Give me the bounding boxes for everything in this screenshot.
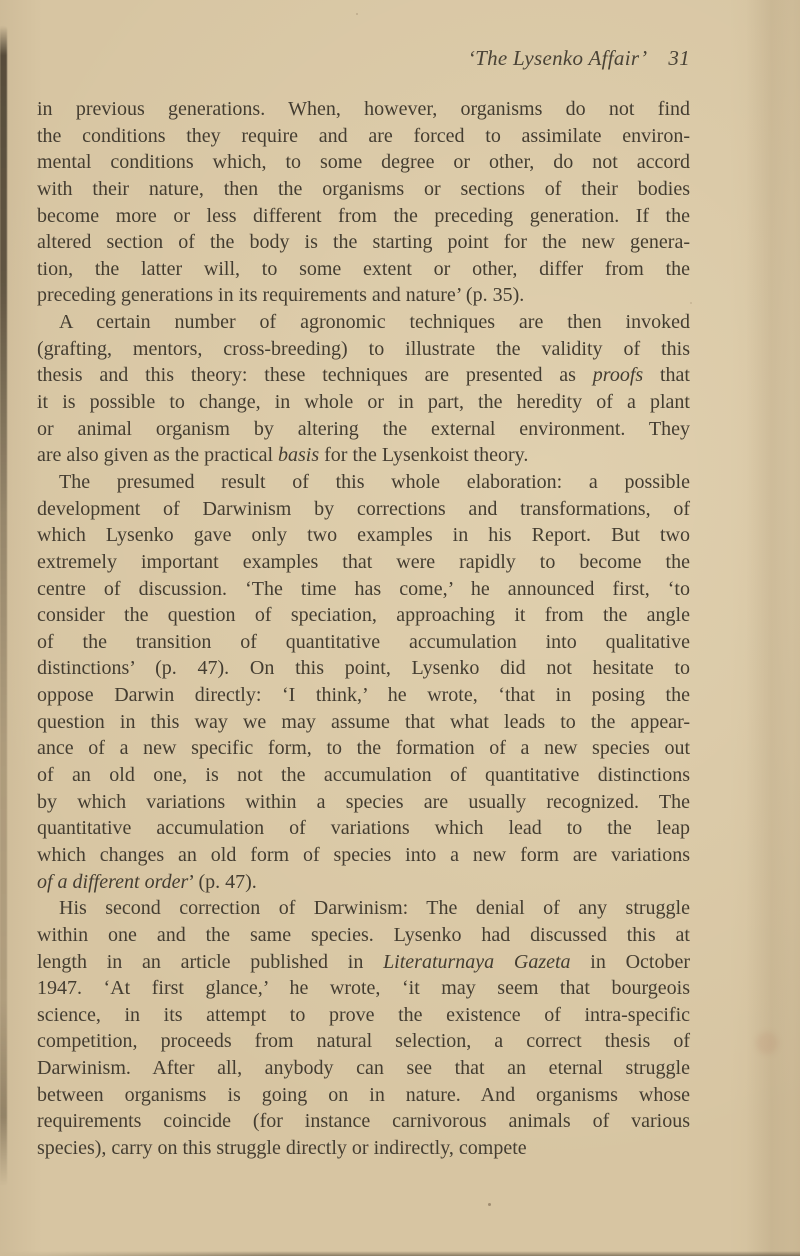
text-line: 1947. ‘At first glance,’ he wrote, ‘it may seem that bourgeois xyxy=(37,977,690,1000)
text-line: centre of discussion. ‘The time has come,’ he announced first, ‘to xyxy=(37,577,690,600)
text-line: in previous generations. When, however, organisms do not find xyxy=(37,98,690,120)
text-line: within one and the same species. Lysenko had discussed this at xyxy=(37,923,690,946)
text-line: thesis and this theory: these techniques are presented as proofs that xyxy=(37,364,690,387)
text-line: mental conditions which, to some degree or other, do not accord xyxy=(37,151,690,174)
paper-speck xyxy=(356,13,358,15)
page-curvature-shade xyxy=(746,0,792,1256)
text-line: of an old one, is not the accumulation of quantitative distinctions xyxy=(37,764,690,787)
text-line: science, in its attempt to prove the existence of intra-specific xyxy=(37,1003,690,1026)
text-line: consider the question of speciation, approaching it from the angle xyxy=(37,604,690,627)
text-line: preceding generations in its requirements and nature’ (p. 35). xyxy=(37,284,525,307)
text-line: extremely important examples that were rapidly to become the xyxy=(37,550,690,573)
text-line: Darwinism. After all, anybody can see that an eternal struggle xyxy=(37,1057,690,1080)
text-line: A certain number of agronomic techniques are then invoked xyxy=(59,311,690,334)
text-line: the conditions they require and are forced to assimilate environ- xyxy=(37,124,690,147)
paper-smudge xyxy=(756,1032,778,1054)
text-line: (grafting, mentors, cross-breeding) to illustrate the validity of this xyxy=(37,337,690,360)
text-line: development of Darwinism by corrections and transformations, of xyxy=(37,497,690,520)
paragraph xyxy=(37,895,690,1161)
text-line: become more or less different from the preceding generation. If the xyxy=(37,204,690,227)
text-line: with their nature, then the organisms or sections of their bodies xyxy=(37,177,690,200)
page-number: 31 xyxy=(668,46,690,70)
text-line: between organisms is going on in nature. And organisms whose xyxy=(37,1083,690,1106)
text-line: it is possible to change, in whole or in part, the heredity of a plant xyxy=(37,391,690,414)
page-bottom-edge-shadow xyxy=(0,1251,800,1256)
text-line: competition, proceeds from natural selection, a correct thesis of xyxy=(37,1030,690,1053)
text-line: length in an article published in Literaturnaya Gazeta in October xyxy=(37,950,690,973)
page-left-edge-shadow xyxy=(0,26,7,1186)
text-line: species), carry on this struggle directly or indirectly, compete xyxy=(37,1136,527,1159)
text-line: of a different order’ (p. 47). xyxy=(37,870,257,893)
text-line: quantitative accumulation of variations which lead to the leap xyxy=(37,817,690,840)
text-line: ance of a new specific form, to the formation of a new species out xyxy=(37,737,690,760)
text-line: which changes an old form of species into a new form are variations xyxy=(37,843,690,866)
text-line: His second correction of Darwinism: The denial of any struggle xyxy=(59,897,690,920)
text-line: or animal organism by altering the external environment. They xyxy=(37,417,690,440)
text-line: oppose Darwin directly: ‘I think,’ he wrote, ‘that in posing the xyxy=(37,684,690,707)
text-line: by which variations within a species are usually recognized. The xyxy=(37,790,690,813)
paragraph xyxy=(37,96,690,309)
text-line: of the transition of quantitative accumulation into qualitative xyxy=(37,630,690,653)
paragraph xyxy=(37,309,690,469)
running-head xyxy=(37,46,690,71)
text-line: altered section of the body is the starting point for the new genera- xyxy=(37,231,690,254)
running-head-title: ‘The Lysenko Affair’ xyxy=(467,46,648,70)
page-body xyxy=(37,96,690,1162)
text-line: The presumed result of this whole elaboration: a possible xyxy=(59,470,690,493)
paper-speck xyxy=(690,302,692,304)
text-line: tion, the latter will, to some extent or other, differ from the xyxy=(37,257,690,280)
text-line: requirements coincide (for instance carnivorous animals of various xyxy=(37,1110,690,1133)
text-line: which Lysenko gave only two examples in his Report. But two xyxy=(37,524,690,547)
text-line: are also given as the practical basis for the Lysenkoist theory. xyxy=(37,444,529,467)
text-line: question in this way we may assume that what leads to the appear- xyxy=(37,710,690,733)
paragraph xyxy=(37,469,690,895)
paper-speck xyxy=(488,1203,491,1206)
text-line: distinctions’ (p. 47). On this point, Lysenko did not hesitate to xyxy=(37,657,690,680)
